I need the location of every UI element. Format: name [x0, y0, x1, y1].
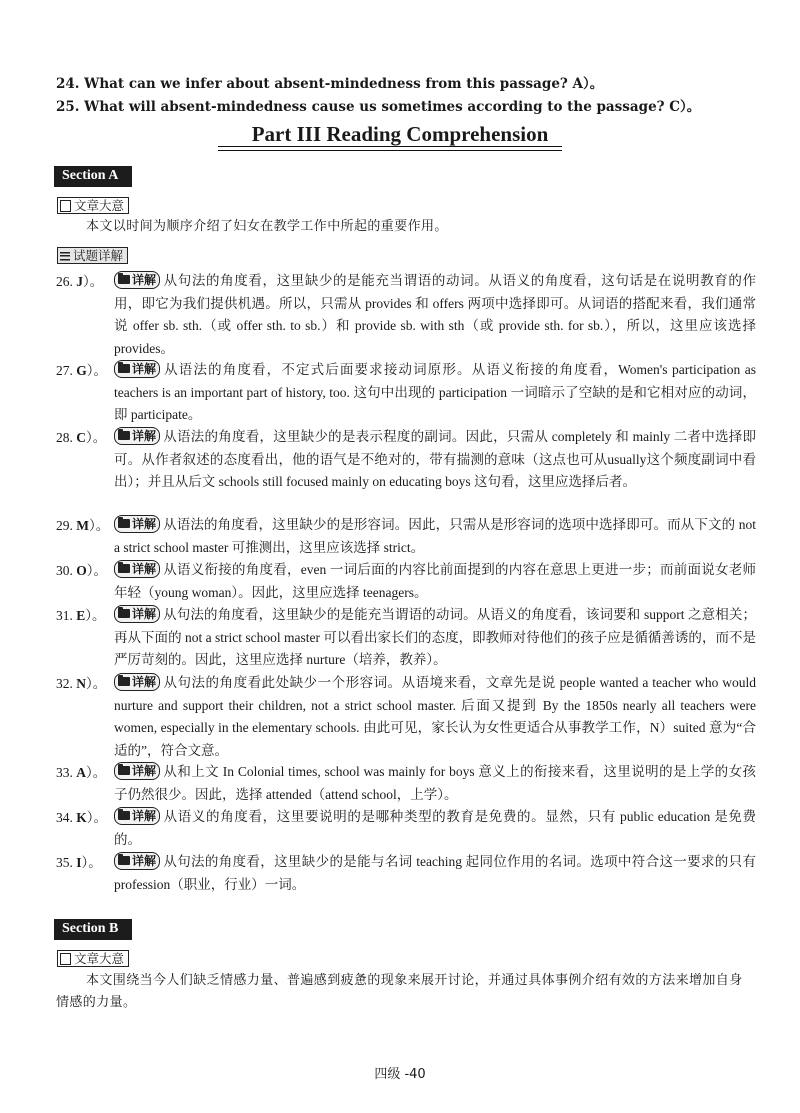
answer-body — [114, 672, 756, 762]
answer-body — [114, 761, 756, 806]
list-icon — [60, 251, 70, 261]
detail-tag — [114, 360, 160, 378]
answer-letter: G — [76, 363, 87, 378]
answer-letter: N — [76, 676, 86, 691]
part-title-rule — [218, 146, 562, 147]
summary-label-b — [57, 950, 129, 967]
answer-item-28 — [56, 426, 756, 494]
part-title-text: Part III Reading Comprehension — [251, 122, 549, 146]
detail-tag-text: 详解 — [132, 516, 157, 531]
answer-number: 35. I）。 — [56, 855, 102, 870]
detail-tag — [114, 427, 160, 445]
detail-tag — [114, 605, 160, 623]
answer-text: 从语法的角度看，这里缺少的是形容词。因此，只需从是形容词的选项中选择即可。而从下文的 not a strict school master 可推测出，这里应该选择 strict。 — [114, 517, 756, 555]
folder-icon — [118, 364, 130, 373]
question-25: 25. What will absent-mindedness cause us sometimes according to the passage? C）。 — [56, 99, 701, 115]
section-b-label: Section B — [54, 919, 132, 940]
folder-icon — [118, 275, 130, 284]
item-number: 30. — [56, 563, 73, 578]
detail-tag — [114, 673, 160, 691]
item-number: 27. — [56, 363, 73, 378]
section-a-label: Section A — [54, 166, 132, 187]
answer-letter: A — [76, 765, 86, 780]
answer-item-32 — [56, 672, 756, 762]
answer-letter: J — [76, 274, 83, 289]
detail-tag — [114, 762, 160, 780]
answer-text: 从语法的角度看，这里缺少的是表示程度的副词。因此，只需从 completely 和 mainly 二者中选择即可。从作者叙述的态度看出，他的语气是不绝对的，带有揣测的意味（这点也可从usually这个频度副词中看出）；并且从后文 schools still focused mainly on educating boys 这句看，这里应选择后者。 — [114, 429, 756, 489]
folder-icon — [118, 609, 130, 618]
detail-tag-text: 详解 — [132, 674, 157, 689]
answer-text: 从语义衔接的角度看，even 一词后面的内容比前面提到的内容在意思上更进一步；而前面说女老师年轻（young woman）。因此，这里应选择 teenagers。 — [114, 562, 756, 600]
answer-letter: O — [76, 563, 87, 578]
folder-icon — [118, 564, 130, 573]
answer-text: 从句法的角度看此处缺少一个形容词。从语境来看，文章先是说 people wanted a teacher who would nurture and support their children, not a strict school master. 后面又提到 By the 1850s nearly all teachers were women, especially in the elementary schools. 由此可见，家长认为女性更适合从事教学工作，N）suited 意为“合适的”，符合文意。 — [114, 675, 756, 758]
answer-text: 从句法的角度看，这里缺少的是能充当谓语的动词。从语义的角度看，这句话是在说明教育的作用，即它为我们提供机遇。所以，只需从 provides 和 offers 两项中选择即可。从词语的搭配来看，我们通常说 offer sb. sth.（或 offer sth. to sb.）和 provide sb. with sth（或 provide sth. for sb.），所以，这里应该选择 provides。 — [114, 273, 756, 356]
answer-letter: E — [76, 608, 86, 623]
folder-icon — [118, 431, 130, 440]
item-number: 35. — [56, 855, 73, 870]
answer-item-27 — [56, 359, 756, 427]
question-24: 24. What can we infer about absent-mindedness from this passage? A）。 — [56, 76, 604, 92]
answer-item-33 — [56, 761, 756, 806]
answer-body — [114, 359, 756, 427]
item-number: 34. — [56, 810, 73, 825]
part-title-rule-lower — [218, 150, 562, 151]
detail-tag-text: 详解 — [132, 561, 157, 576]
folder-icon — [118, 677, 130, 686]
part-title — [0, 122, 800, 147]
folder-icon — [118, 519, 130, 528]
answer-text: 从句法的角度看，这里缺少的是能充当谓语的动词。从语义的角度看，该词要和 support 之意相关；再从下面的 not a strict school master 可以看出家长们的态度，即教师对待他们的孩子应是循循善诱的，而不是严厉苛刻的。因此，这里应选择 nurture（培养，教养）。 — [114, 607, 756, 667]
detail-tag-text: 详解 — [132, 428, 157, 443]
answer-body — [114, 514, 756, 559]
answer-body — [114, 806, 756, 851]
answer-number: 34. K）。 — [56, 810, 108, 825]
summary-label-text: 文章大意 — [74, 951, 125, 966]
detail-tag-text: 详解 — [132, 853, 157, 868]
detail-tag — [114, 852, 160, 870]
item-number: 31. — [56, 608, 73, 623]
answer-body — [114, 604, 756, 672]
checkbox-icon — [60, 953, 71, 965]
answer-body — [114, 270, 756, 360]
detail-tag-text: 详解 — [132, 763, 157, 778]
detail-tag-text: 详解 — [132, 606, 157, 621]
page-number: 四级 -40 — [374, 1067, 426, 1082]
answer-number: 32. N）。 — [56, 676, 107, 691]
answer-letter: M — [76, 518, 89, 533]
answer-body — [114, 559, 756, 604]
answer-number: 28. C）。 — [56, 430, 107, 445]
folder-icon — [118, 766, 130, 775]
answer-text: 从语义的角度看，这里要说明的是哪种类型的教育是免费的。显然，只有 public education 是免费的。 — [114, 809, 756, 847]
answer-letter: K — [76, 810, 87, 825]
answer-letter: I — [76, 855, 82, 870]
answer-item-26 — [56, 270, 756, 360]
answer-number: 29. M）。 — [56, 518, 110, 533]
detail-tag-text: 详解 — [132, 808, 157, 823]
answer-item-34 — [56, 806, 756, 851]
answer-text: 从语法的角度看，不定式后面要求接动词原形。从语义衔接的角度看，Women's participation as teachers is an important part of history, too. 这句中出现的 participation 一词暗示了空缺的是和它相对应的动词，即 participate。 — [114, 362, 756, 422]
folder-icon — [118, 856, 130, 865]
answer-item-35 — [56, 851, 756, 896]
detail-tag — [114, 271, 160, 289]
answer-number: 27. G）。 — [56, 363, 108, 378]
answer-item-29 — [56, 514, 756, 559]
answer-number: 30. O）。 — [56, 563, 108, 578]
summary-label-text: 文章大意 — [74, 198, 125, 213]
answer-text: 从和上文 In Colonial times, school was mainly for boys 意义上的衔接来看，这里说明的是上学的女孩子仍然很少。因此，选择 attended（attend school，上学）。 — [114, 764, 756, 802]
detail-label-a — [57, 247, 128, 264]
answer-text: 从句法的角度看，这里缺少的是能与名词 teaching 起同位作用的名词。选项中符合这一要求的只有 profession（职业，行业）一词。 — [114, 854, 756, 892]
answer-number: 26. J）。 — [56, 274, 104, 289]
detail-tag — [114, 515, 160, 533]
checkbox-icon — [60, 200, 71, 212]
detail-tag — [114, 807, 160, 825]
answer-body — [114, 851, 756, 896]
folder-icon — [118, 811, 130, 820]
detail-tag — [114, 560, 160, 578]
item-number: 28. — [56, 430, 73, 445]
summary-b: 本文围绕当今人们缺乏情感力量、普遍感到疲惫的现象来展开讨论，并通过具体事例介绍有效的方法来增加自身情感的力量。 — [56, 973, 743, 1010]
detail-tag-text: 详解 — [132, 361, 157, 376]
answer-item-30 — [56, 559, 756, 604]
summary-a: 本文以时间为顺序介绍了妇女在教学工作中所起的重要作用。 — [86, 219, 448, 234]
answer-body — [114, 426, 756, 494]
answer-letter: C — [76, 430, 86, 445]
answer-item-31 — [56, 604, 756, 672]
item-number: 29. — [56, 518, 73, 533]
answer-number: 31. E）。 — [56, 608, 106, 623]
item-number: 32. — [56, 676, 73, 691]
answer-number: 33. A）。 — [56, 765, 107, 780]
detail-tag-text: 详解 — [132, 272, 157, 287]
item-number: 26. — [56, 274, 73, 289]
summary-label-a — [57, 197, 129, 214]
item-number: 33. — [56, 765, 73, 780]
detail-label-text: 试题详解 — [73, 248, 124, 263]
